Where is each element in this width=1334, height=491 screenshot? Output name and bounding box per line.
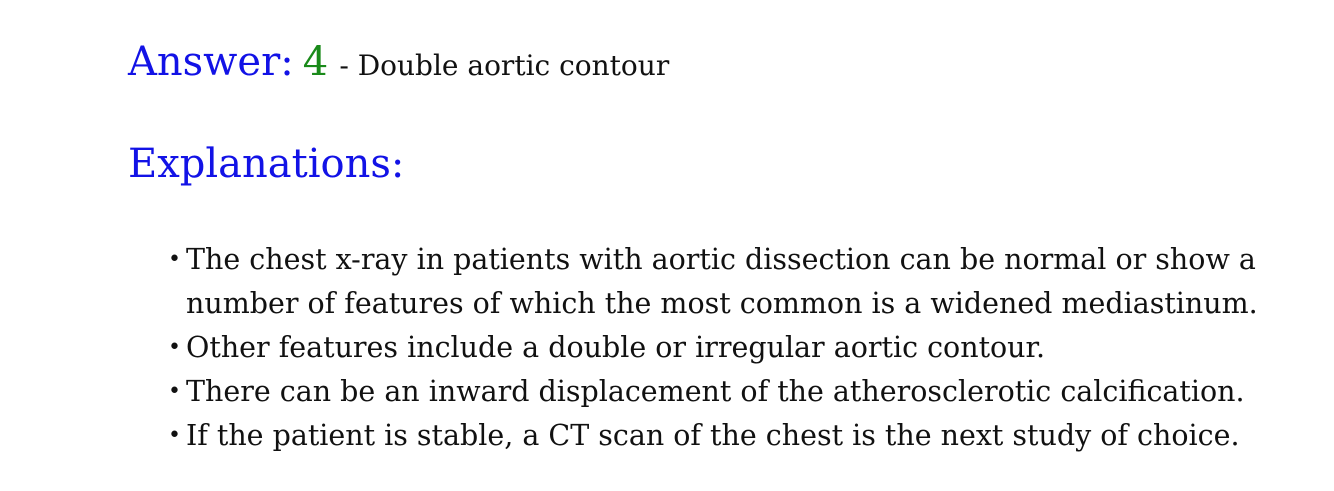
bullet-icon: • bbox=[168, 379, 181, 404]
explanation-item bbox=[168, 326, 1278, 370]
explanation-item bbox=[168, 414, 1278, 458]
explanations-heading: Explanations: bbox=[128, 141, 405, 187]
explanation-text: If the patient is stable, a CT scan of the chest is the next study of choice. bbox=[186, 419, 1240, 452]
answer-text: - Double aortic contour bbox=[339, 49, 670, 82]
answer-label: Answer: bbox=[128, 39, 294, 85]
explanation-item bbox=[168, 238, 1278, 326]
bullet-icon: • bbox=[168, 335, 181, 360]
bullet-icon: • bbox=[168, 423, 181, 448]
answer-line bbox=[128, 39, 670, 85]
explanation-text: Other features include a double or irregular aortic contour. bbox=[186, 331, 1046, 364]
explanation-list bbox=[168, 238, 1278, 458]
answer-number: 4 bbox=[302, 39, 329, 85]
explanation-text: The chest x-ray in patients with aortic dissection can be normal or show a number of features of which the most common is a widened mediastinum. bbox=[186, 243, 1258, 320]
bullet-icon: • bbox=[168, 247, 181, 272]
explanation-item bbox=[168, 370, 1278, 414]
explanation-text: There can be an inward displacement of the atherosclerotic calcification. bbox=[186, 375, 1245, 408]
